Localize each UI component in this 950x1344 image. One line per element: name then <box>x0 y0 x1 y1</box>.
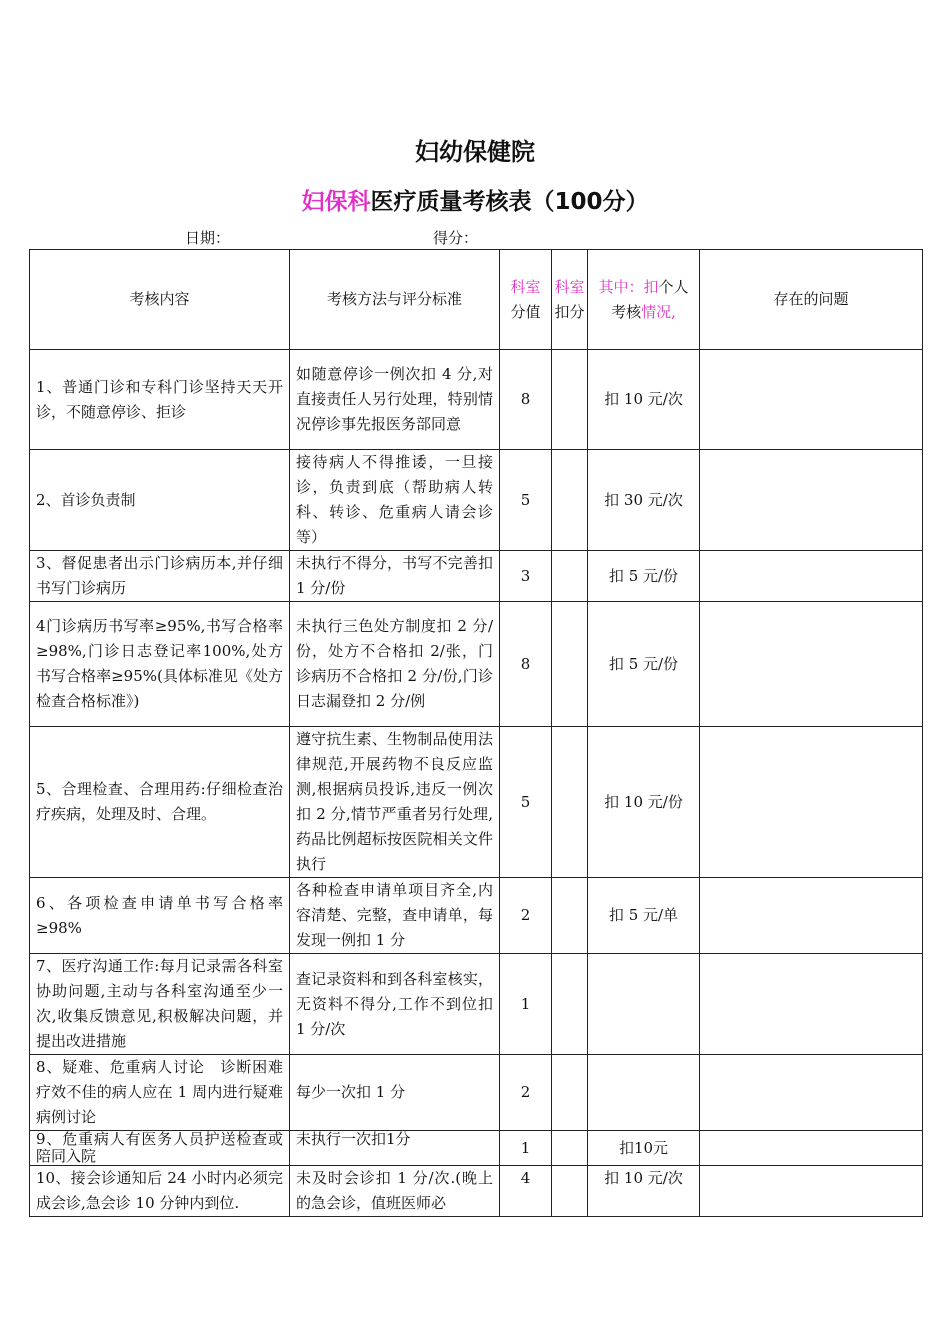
row-personal: 扣10元 <box>588 1131 700 1166</box>
row-personal: 扣 5 元/份 <box>588 551 700 602</box>
row-method: 未及时会诊扣 1 分/次.(晚上的急会诊，值班医师必 <box>290 1166 500 1217</box>
row-deduct[interactable] <box>552 602 588 727</box>
row-deduct[interactable] <box>552 551 588 602</box>
row-method: 接待病人不得推诿，一旦接诊，负责到底（帮助病人转科、转诊、危重病人请会诊等） <box>290 450 500 551</box>
deduct-header-line1: 科室 <box>554 277 585 296</box>
row-deduct[interactable] <box>552 1166 588 1217</box>
row-score: 8 <box>500 350 552 450</box>
row-issues[interactable] <box>700 551 923 602</box>
row-content: 2、首诊负责制 <box>30 450 290 551</box>
row-personal: 扣 5 元/份 <box>588 602 700 727</box>
row-content: 9、危重病人有医务人员护送检查或陪同入院 <box>30 1131 290 1166</box>
row-deduct[interactable] <box>552 350 588 450</box>
col-issues-header: 存在的问题 <box>700 250 923 350</box>
col-content-header: 考核内容 <box>30 250 290 350</box>
row-method: 未执行三色处方制度扣 2 分/份，处方不合格扣 2/张，门诊病历不合格扣 2 分/份,门诊日志漏登扣 2 分/例 <box>290 602 500 727</box>
row-deduct[interactable] <box>552 727 588 878</box>
table-row <box>30 1055 923 1131</box>
row-method: 遵守抗生素、生物制品使用法律规范,开展药物不良反应监测,根据病员投诉,违反一例次扣 2 分,情节严重者另行处理,药品比例超标按医院相关文件执行 <box>290 727 500 878</box>
hospital-title: 妇幼保健院 <box>415 138 535 166</box>
row-content: 8、疑难、危重病人讨论 诊断困难疗效不佳的病人应在 1 周内进行疑难病例讨论 <box>30 1055 290 1131</box>
col-deduct-header <box>552 250 588 350</box>
row-issues[interactable] <box>700 1131 923 1166</box>
row-personal: 扣 10 元/次 <box>588 1166 700 1217</box>
row-score: 1 <box>500 954 552 1055</box>
row-deduct[interactable] <box>552 450 588 551</box>
row-issues[interactable] <box>700 1055 923 1131</box>
table-row <box>30 602 923 727</box>
row-personal: 扣 10 元/次 <box>588 350 700 450</box>
row-content: 6、各项检查申请单书写合格率≥98% <box>30 878 290 954</box>
row-content: 7、医疗沟通工作:每月记录需各科室协助问题,主动与各科室沟通至少一次,收集反馈意见,积极解决问题，并提出改进措施 <box>30 954 290 1055</box>
row-personal <box>588 1055 700 1131</box>
score-header-line1: 科室 <box>510 277 541 296</box>
row-score: 8 <box>500 602 552 727</box>
row-issues[interactable] <box>700 878 923 954</box>
form-title-text: 医疗质量考核表（100分） <box>370 189 649 215</box>
row-deduct[interactable] <box>552 1131 588 1166</box>
col-personal-header <box>588 250 700 350</box>
row-method: 每少一次扣 1 分 <box>290 1055 500 1131</box>
row-content: 3、督促患者出示门诊病历本,并仔细书写门诊病历 <box>30 551 290 602</box>
personal-header-line2: 个人考核 <box>611 277 689 321</box>
row-deduct[interactable] <box>552 1055 588 1131</box>
row-issues[interactable] <box>700 602 923 727</box>
row-method: 查记录资料和到各科室核实，无资料不得分,工作不到位扣 1 分/次 <box>290 954 500 1055</box>
row-score: 4 <box>500 1166 552 1217</box>
col-method-header: 考核方法与评分标准 <box>290 250 500 350</box>
row-score: 1 <box>500 1131 552 1166</box>
row-score: 5 <box>500 727 552 878</box>
personal-header-line3: 情况, <box>641 302 676 321</box>
row-content: 10、接会诊通知后 24 小时内必须完成会诊,急会诊 10 分钟内到位. <box>30 1166 290 1217</box>
row-issues[interactable] <box>700 1166 923 1217</box>
score-header-line2: 分值 <box>510 302 541 321</box>
score-label: 得分： <box>433 229 479 247</box>
personal-header-line1: 其中：扣 <box>598 277 659 296</box>
col-score-header <box>500 250 552 350</box>
row-score: 2 <box>500 1055 552 1131</box>
table-row <box>30 551 923 602</box>
row-content: 5、合理检查、合理用药:仔细检查治疗疾病，处理及时、合理。 <box>30 727 290 878</box>
row-issues[interactable] <box>700 350 923 450</box>
row-personal <box>588 954 700 1055</box>
row-content: 1、普通门诊和专科门诊坚持天天开诊，不随意停诊、拒诊 <box>30 350 290 450</box>
row-method: 未执行一次扣1分 <box>290 1131 500 1166</box>
row-personal: 扣 5 元/单 <box>588 878 700 954</box>
table-row <box>30 1131 923 1166</box>
table-row <box>30 727 923 878</box>
row-issues[interactable] <box>700 954 923 1055</box>
row-score: 3 <box>500 551 552 602</box>
row-personal: 扣 10 元/份 <box>588 727 700 878</box>
row-issues[interactable] <box>700 727 923 878</box>
dept-name: 妇保科 <box>301 189 371 215</box>
table-row <box>30 350 923 450</box>
table-header-row <box>30 250 923 350</box>
deduct-header-line2: 扣分 <box>554 302 585 321</box>
date-label: 日期： <box>185 229 231 247</box>
row-personal: 扣 30 元/次 <box>588 450 700 551</box>
form-title <box>0 183 950 216</box>
row-method: 各种检查申请单项目齐全,内容清楚、完整，查申请单，每发现一例扣 1 分 <box>290 878 500 954</box>
row-deduct[interactable] <box>552 878 588 954</box>
row-method: 如随意停诊一例次扣 4 分,对直接责任人另行处理，特别情况停诊事先报医务部同意 <box>290 350 500 450</box>
table-row <box>30 450 923 551</box>
row-score: 5 <box>500 450 552 551</box>
row-method: 未执行不得分，书写不完善扣 1 分/份 <box>290 551 500 602</box>
row-content: 4门诊病历书写率≥95%,书写合格率≥98%,门诊日志登记率100%,处方书写合格率≥95%(具体标准见《处方检查合格标准》) <box>30 602 290 727</box>
row-issues[interactable] <box>700 450 923 551</box>
table-row <box>30 954 923 1055</box>
assessment-table <box>29 249 923 1217</box>
row-deduct[interactable] <box>552 954 588 1055</box>
table-row <box>30 878 923 954</box>
table-row <box>30 1166 923 1217</box>
row-score: 2 <box>500 878 552 954</box>
